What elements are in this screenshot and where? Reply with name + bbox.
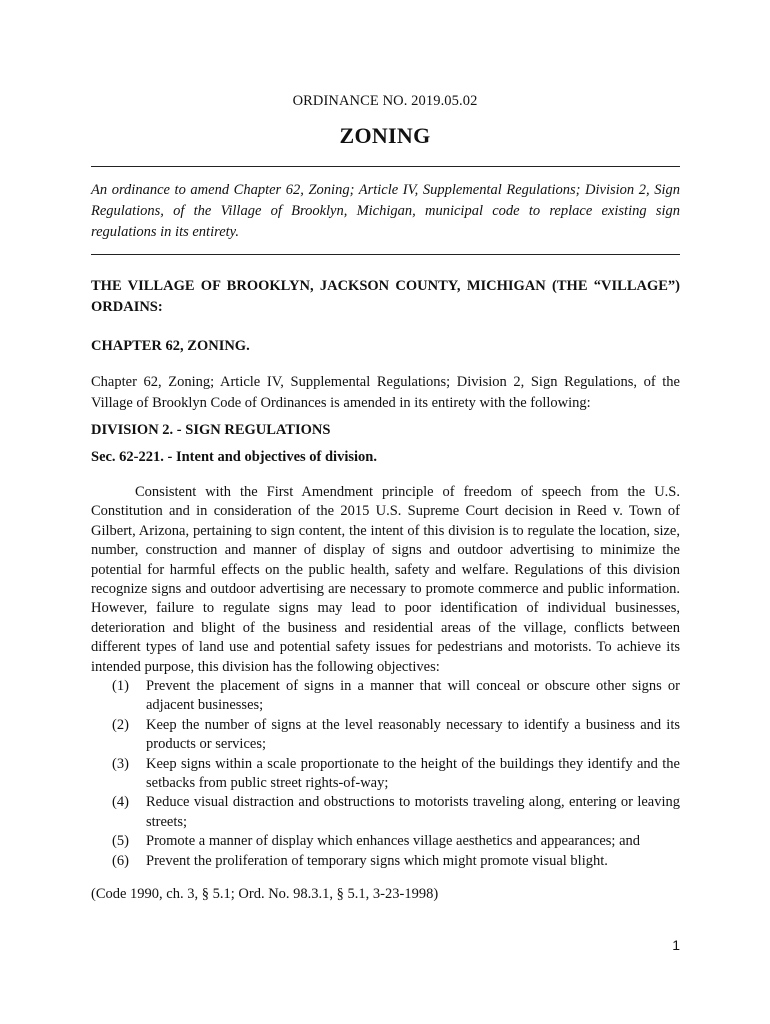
amendment-statement: Chapter 62, Zoning; Article IV, Supplemental Regulations; Division 2, Sign Regulations, of the Village of Brooklyn Code of Ordinances is amended in its entirety with the following: — [91, 374, 680, 411]
page-title: ZONING — [339, 123, 431, 148]
divider-top — [91, 166, 680, 167]
code-citation: (Code 1990, ch. 3, § 5.1; Ord. No. 98.3.1, § 5.1, 3-23-1998) — [91, 886, 439, 902]
list-item-text: Promote a manner of display which enhances village aesthetics and appearances; and — [146, 833, 641, 850]
list-item — [112, 832, 680, 851]
division-heading: DIVISION 2. - SIGN REGULATIONS — [91, 422, 331, 438]
list-item — [112, 755, 680, 794]
list-item-text: Keep signs within a scale proportionate to the height of the buildings they identify and the setbacks from public street rights-of-way; — [146, 755, 680, 792]
list-item-text: Prevent the proliferation of temporary signs which might promote visual blight. — [146, 852, 608, 869]
list-item-number: (1) — [112, 678, 129, 694]
enacting-clause: THE VILLAGE OF BROOKLYN, JACKSON COUNTY, MICHIGAN (THE “VILLAGE”) ORDAINS: — [91, 278, 680, 315]
list-item — [112, 716, 680, 755]
list-item — [112, 852, 680, 871]
list-item — [112, 793, 680, 832]
ordinance-number: ORDINANCE NO. 2019.05.02 — [292, 93, 478, 109]
list-item-number: (2) — [112, 716, 129, 733]
list-item-number: (3) — [112, 755, 129, 772]
list-item-number: (5) — [112, 833, 129, 850]
list-item-text: Prevent the placement of signs in a manner that will conceal or obscure other signs or adjacent businesses; — [146, 678, 680, 714]
chapter-heading: CHAPTER 62, ZONING. — [91, 338, 250, 354]
list-item-number: (4) — [112, 794, 129, 811]
list-item — [112, 677, 680, 716]
intent-paragraph: Consistent with the First Amendment principle of freedom of speech from the U.S. Constitution and in consideration of the 2015 U.S. Supreme Court decision in Reed v. Town of Gilbert, Arizona, pertaining to sign content, the intent of this division is to regulate the location, size, number, construction and manner of display of signs and outdoor advertising to minimize the potential for harmful effects on the public health, safety and welfare. Regulations of this division recognize signs and outdoor advertising are necessary to promote commerce and public information. However, failure to regulate signs may lead to poor identification of individual businesses, deterioration and blight of the business and residential areas of the village, conflicts between different types of land use and potential safety issues for pedestrians and motorists. To achieve its intended purpose, this division has the following objectives: — [91, 484, 680, 675]
ordinance-abstract: An ordinance to amend Chapter 62, Zoning; Article IV, Supplemental Regulations; Division 2, Sign Regulations, of the Village of Brooklyn, Michigan, municipal code to replace existing sign regulations in its entirety. — [91, 182, 680, 240]
list-item-text: Reduce visual distraction and obstructions to motorists traveling along, entering or leaving streets; — [146, 794, 680, 830]
page-number: 1 — [672, 937, 680, 953]
list-item-text: Keep the number of signs at the level reasonably necessary to identify a business and its products or services; — [146, 716, 680, 753]
divider-bottom — [91, 254, 680, 255]
objectives-list — [112, 677, 680, 871]
list-item-number: (6) — [112, 852, 129, 869]
section-heading: Sec. 62-221. - Intent and objectives of division. — [91, 449, 377, 465]
